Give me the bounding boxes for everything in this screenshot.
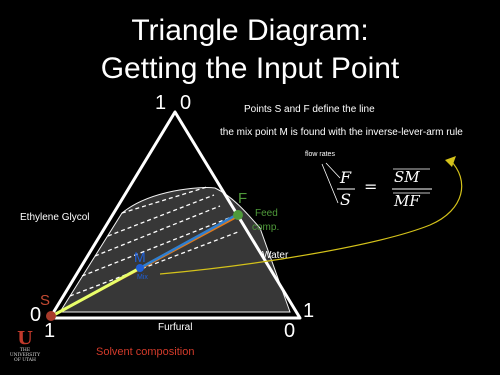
flow-pointer-1 <box>326 163 340 178</box>
point-label-m: M <box>134 249 146 265</box>
logo-u-icon: U <box>17 328 33 349</box>
equation-sm: SM <box>394 168 420 186</box>
equation-equals: = <box>364 177 378 196</box>
axis-label-bottom: Furfural <box>158 322 193 333</box>
define-line-text: Points S and F define the line <box>244 104 375 115</box>
corner-label-top-right: 0 <box>180 92 192 114</box>
corner-label-left-bottom: 1 <box>44 320 56 342</box>
equation-s: S <box>340 190 351 209</box>
equation-f: F <box>340 168 352 187</box>
corner-label-left-top: 0 <box>30 304 42 326</box>
point-label-s: S <box>40 292 51 309</box>
slide-title-line2: Getting the Input Point <box>100 52 400 85</box>
slide-title-line1: Triangle Diagram: <box>131 14 369 47</box>
mix-label: Mix <box>137 274 148 281</box>
feed-label-line1: Feed <box>255 208 278 219</box>
university-logo: U THE UNIVERSITY OF UTAH <box>9 328 41 363</box>
lever-rule-text: the mix point M is found with the inverse-lever-arm rule <box>220 127 463 138</box>
axis-label-left: Ethylene Glycol <box>20 212 90 223</box>
feed-label-line2: comp. <box>252 222 280 233</box>
flow-pointer-2 <box>322 164 338 203</box>
point-label-f: F <box>238 190 248 207</box>
solvent-composition-label: Solvent composition <box>96 346 195 358</box>
equation-mf: MF <box>394 192 420 210</box>
point-f <box>233 210 243 220</box>
corner-label-top-left: 1 <box>155 92 167 114</box>
axis-label-right: Water <box>262 250 289 261</box>
flow-rates-label: flow rates <box>305 151 335 158</box>
corner-label-right-top: 1 <box>303 300 315 322</box>
corner-label-right-bottom: 0 <box>284 320 296 342</box>
point-m <box>136 264 144 272</box>
